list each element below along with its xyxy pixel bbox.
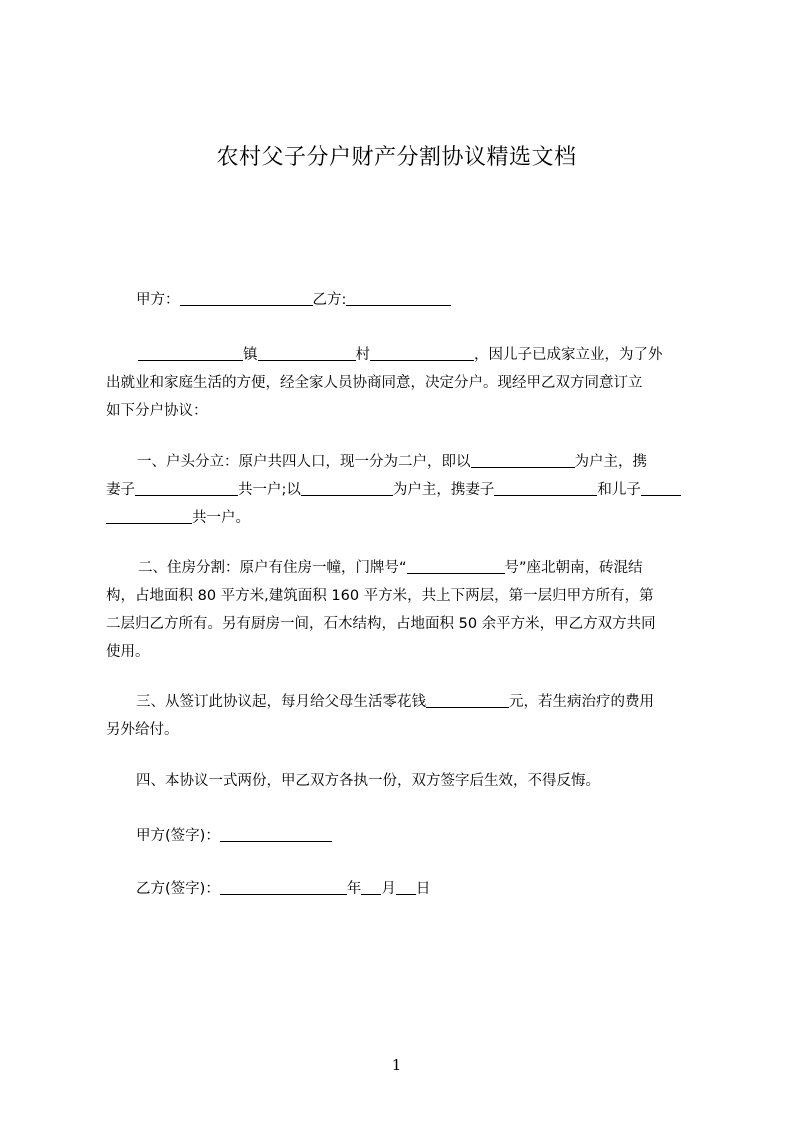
clause1-line-3	[106, 508, 702, 528]
party-b-blank	[346, 291, 451, 306]
day-label: 日	[415, 881, 431, 897]
intro-line-1	[106, 345, 702, 365]
party-b-label: 乙方:	[312, 292, 347, 308]
clause1-wife-b-blank	[494, 481, 597, 496]
clause3-part1: 三、从签订此协议起，每月给父母生活零花钱	[136, 694, 426, 710]
clause2-line-2: 构，占地面积 80 平方米,建筑面积 160 平方米，共上下两层，第一层归甲方所有，第	[106, 588, 654, 604]
clause3-line-1	[106, 692, 702, 712]
village-suffix: 村	[355, 347, 370, 363]
clause1-part2: 为户主，携	[574, 454, 647, 470]
intro-line-3: 如下分户协议：	[106, 403, 208, 419]
month-label: 月	[381, 881, 396, 897]
clause1-line-2	[106, 480, 702, 500]
party-a-signature-blank	[220, 827, 332, 842]
page-number: 1	[391, 1056, 402, 1074]
clause3-part2: 元，若生病治疗的费用	[509, 694, 654, 710]
clause4-line	[106, 771, 702, 791]
year-label: 年	[346, 881, 362, 897]
town-suffix: 镇	[243, 347, 258, 363]
party-a-blank	[180, 291, 313, 306]
clause1-line2-c: 为户主，携妻子	[392, 482, 495, 498]
clause2-part1: 二、住房分割：原户有住房一幢，门牌号“	[138, 560, 407, 576]
intro-line-1-end: ，因儿子已成家立业，为了外	[474, 347, 663, 363]
document-title: 农村父子分户财产分割协议精选文档	[216, 145, 577, 170]
day-blank	[396, 880, 416, 895]
party-a-sign-label: 甲方(签字)：	[136, 828, 220, 844]
party-b-sign-label: 乙方(签字)：	[136, 881, 220, 897]
month-blank	[361, 880, 381, 895]
intro-line-2: 出就业和家庭生活的方便，经全家人员协商同意，决定分户。现经甲乙双方同意订立	[106, 375, 643, 391]
clause2-line-3: 二层归乙方所有。另有厨房一间，石木结构，占地面积 50 余平方米，甲乙方双方共同	[106, 616, 656, 632]
clause2-part2: 号”座北朝南，砖混结	[504, 560, 643, 576]
party-a-signature-line	[106, 826, 702, 846]
clause1-line2-a: 妻子	[106, 482, 135, 498]
party-b-signature-blank	[220, 880, 347, 895]
town-blank	[138, 346, 243, 361]
village-blank	[258, 346, 356, 361]
clause1-householder-b-blank	[301, 481, 393, 496]
clause1-son-blank-end	[106, 509, 192, 524]
clause1-son-blank-start	[641, 481, 681, 496]
party-b-signature-line	[106, 879, 702, 899]
clause1-part1: 一、户头分立：原户共四人口，现一分为二户，即以	[137, 454, 471, 470]
clause4-text: 四、本协议一式两份，甲乙双方各执一份，双方签字后生效，不得反悔。	[136, 773, 600, 789]
parties-line	[106, 290, 702, 310]
clause3-line-2: 另外给付。	[106, 722, 179, 738]
clause2-line-4: 使用。	[106, 644, 150, 660]
clause1-line2-d: 和儿子	[597, 482, 641, 498]
clause1-line2-b: 共一户;以	[238, 482, 301, 498]
clause1-line3: 共一户。	[192, 510, 250, 526]
clause2-doorplate-blank	[407, 559, 505, 574]
party-a-label: 甲方：	[136, 292, 180, 308]
clause1-wife-a-blank	[135, 481, 238, 496]
group-blank	[370, 346, 474, 361]
clause3-allowance-blank	[426, 693, 509, 708]
clause1-householder-a-blank	[471, 453, 575, 468]
clause2-line-1	[106, 558, 702, 578]
clause1-line-1	[106, 452, 702, 472]
